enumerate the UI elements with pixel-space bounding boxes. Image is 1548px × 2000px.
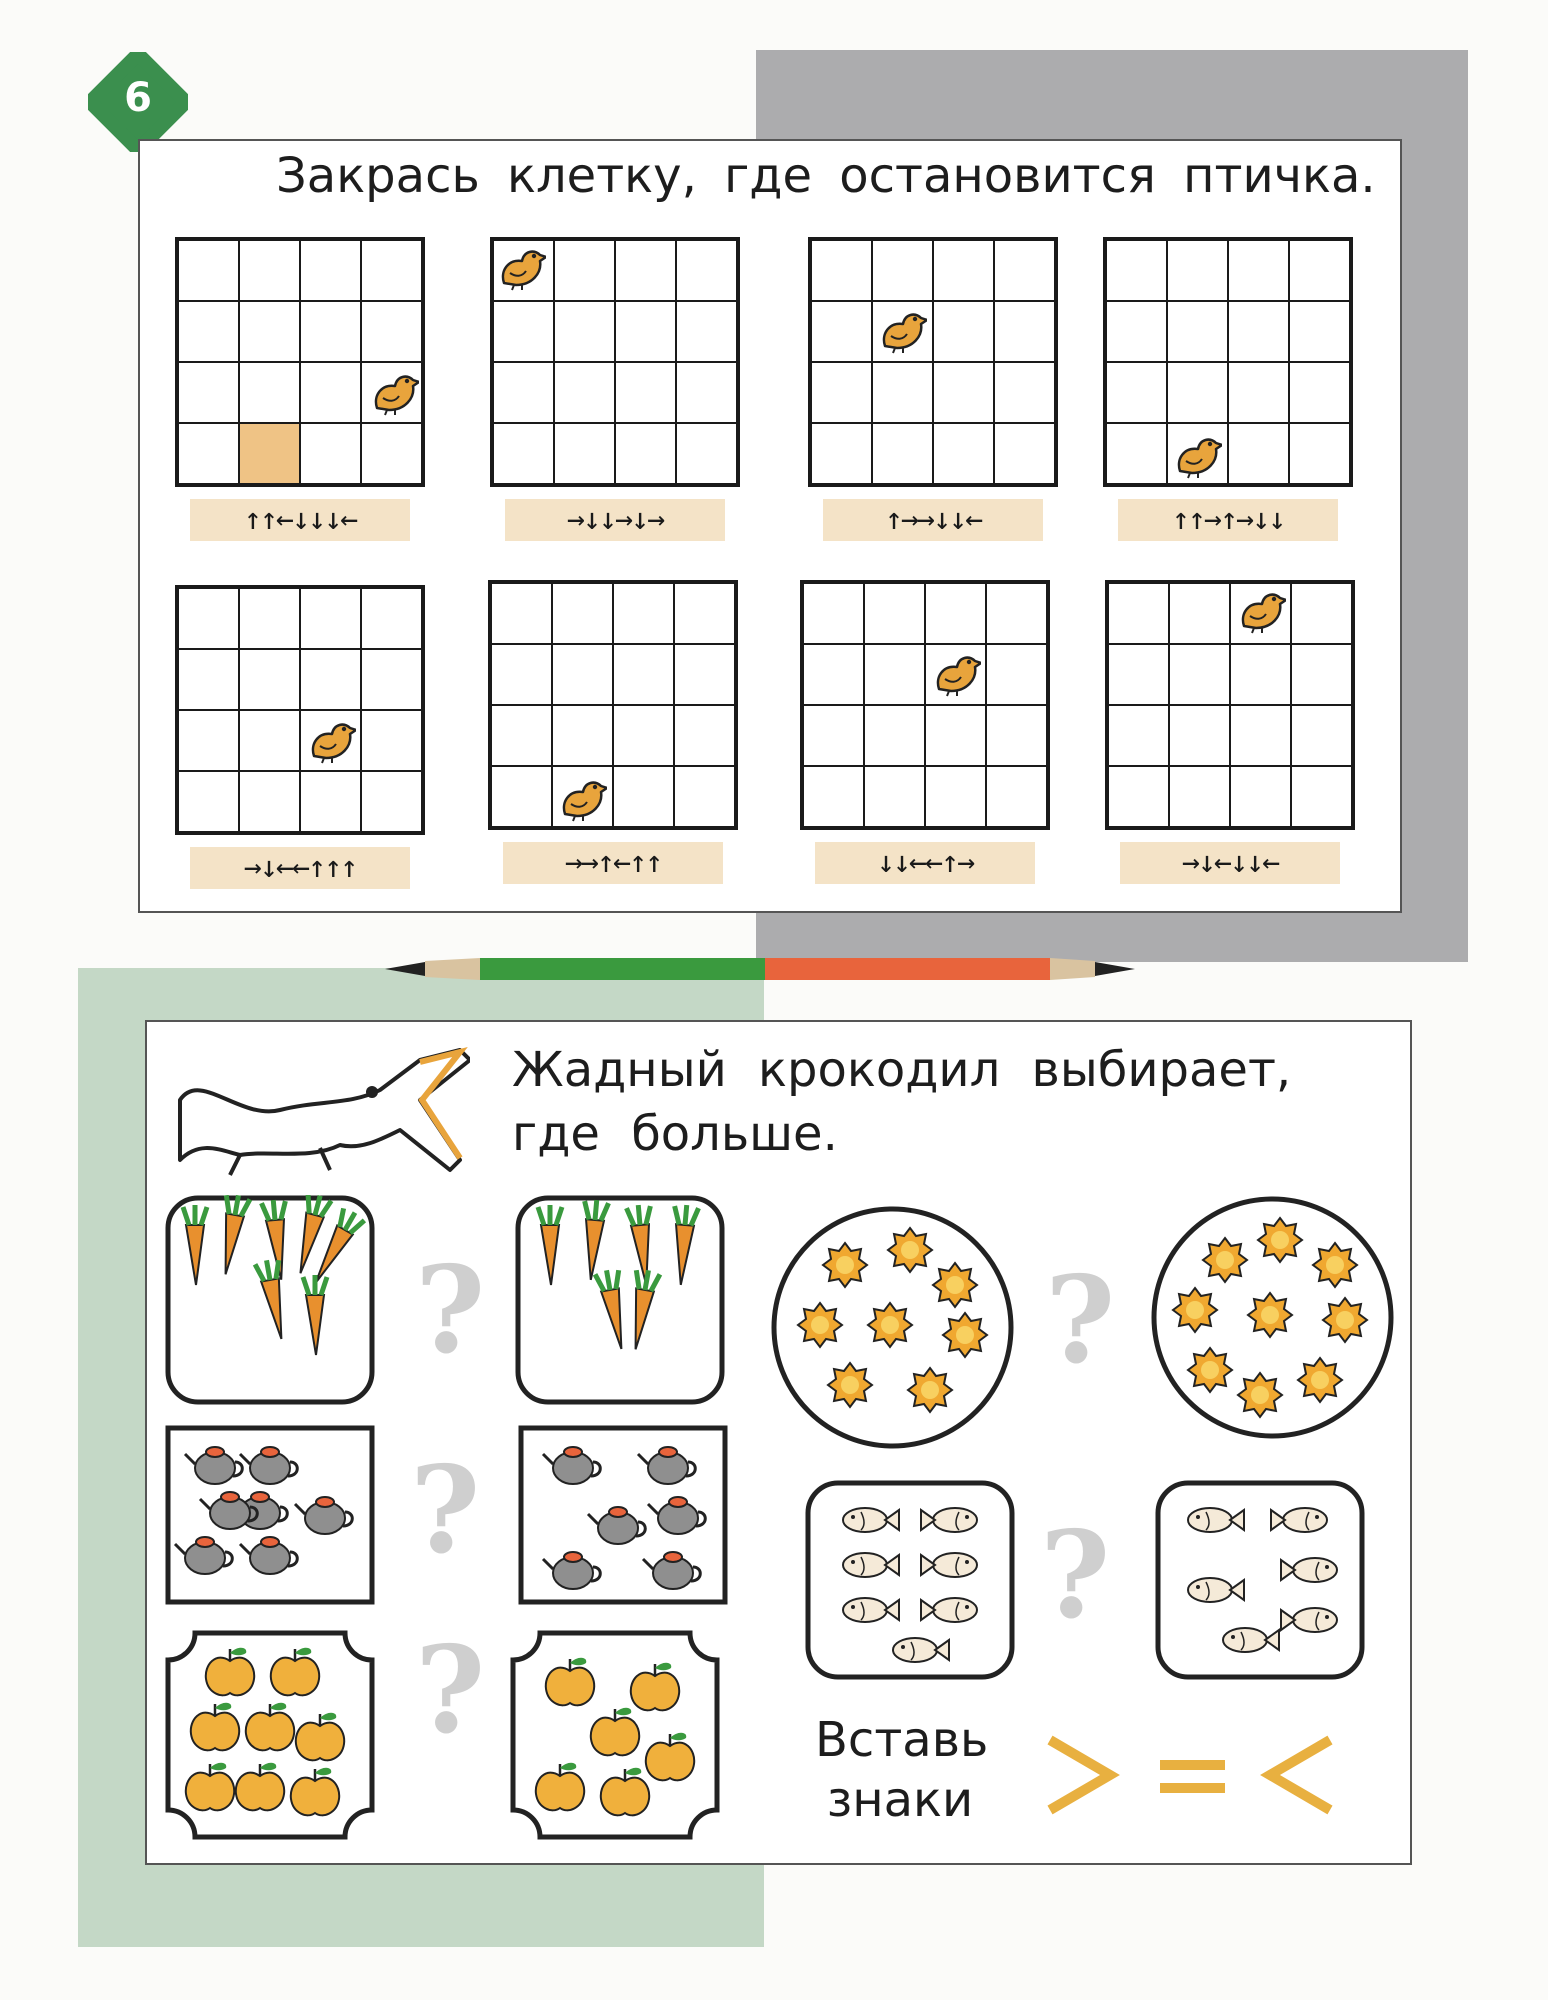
grid-cell[interactable]: [986, 583, 1047, 644]
grid-cell[interactable]: [1167, 362, 1228, 423]
grid-cell[interactable]: [674, 766, 735, 827]
grid-cell[interactable]: [811, 423, 872, 484]
grid-cell[interactable]: [300, 771, 361, 832]
grid-cell[interactable]: [674, 705, 735, 766]
grid-cell[interactable]: [178, 362, 239, 423]
grid-cell[interactable]: [994, 362, 1055, 423]
grid-cell[interactable]: [491, 705, 552, 766]
bird-grid-8: [1105, 580, 1355, 830]
carrot-box-left: [165, 1195, 375, 1405]
grid-cell[interactable]: [925, 705, 986, 766]
grid-cell[interactable]: [1291, 766, 1352, 827]
grid-cell[interactable]: [239, 771, 300, 832]
bird-task-title: Закрась клетку, где остановится птичка.: [276, 148, 1376, 204]
grid-cell[interactable]: [674, 644, 735, 705]
grid-cell[interactable]: [300, 649, 361, 710]
grid-cell[interactable]: [493, 301, 554, 362]
grid-cell[interactable]: [552, 583, 613, 644]
grid-cell[interactable]: [300, 362, 361, 423]
grid-cell[interactable]: [864, 583, 925, 644]
grid-cell[interactable]: [676, 423, 737, 484]
apple-box-left: [165, 1630, 375, 1840]
sun-icon: [868, 1303, 912, 1347]
crocodile-task-title: [512, 1038, 1291, 1166]
grid-cell[interactable]: [178, 301, 239, 362]
grid-cell[interactable]: [1106, 362, 1167, 423]
fish-box-left: [805, 1480, 1015, 1680]
bird-icon: [931, 649, 981, 697]
grid-cell[interactable]: [1106, 423, 1167, 484]
insert-label-line-1: Вставь: [815, 1712, 989, 1768]
question-mark: ?: [415, 1620, 486, 1761]
bird-icon: [877, 306, 927, 354]
grid-cell[interactable]: [1230, 644, 1291, 705]
direction-strip: →→↑←↑↑: [503, 842, 723, 884]
greater-sign-icon[interactable]: [1050, 1740, 1110, 1810]
grid-cell[interactable]: [491, 644, 552, 705]
carrot-box-right: [515, 1195, 725, 1405]
grid-cell[interactable]: [178, 771, 239, 832]
grid-cell[interactable]: [178, 710, 239, 771]
grid-cell[interactable]: [1169, 766, 1230, 827]
grid-cell[interactable]: [872, 240, 933, 301]
grid-cell[interactable]: [933, 301, 994, 362]
sun-icon: [933, 1263, 977, 1307]
bird-grid-1: [175, 237, 425, 487]
grid-cell[interactable]: [613, 583, 674, 644]
grid-cell[interactable]: [1228, 362, 1289, 423]
insert-signs-label: [815, 1710, 989, 1830]
grid-cell[interactable]: [1228, 301, 1289, 362]
grid-cell[interactable]: [239, 362, 300, 423]
grid-cell[interactable]: [239, 649, 300, 710]
grid-cell[interactable]: [361, 710, 422, 771]
question-mark: ?: [410, 1440, 481, 1581]
grid-cell[interactable]: [933, 362, 994, 423]
grid-cell[interactable]: [986, 705, 1047, 766]
direction-strip: ↑↑→↑→↓↓: [1118, 499, 1338, 541]
grid-cell[interactable]: [613, 766, 674, 827]
grid-cell[interactable]: [803, 705, 864, 766]
grid-cell[interactable]: [613, 705, 674, 766]
grid-cell[interactable]: [994, 301, 1055, 362]
bird-grid-7: [800, 580, 1050, 830]
grid-cell[interactable]: [1106, 301, 1167, 362]
grid-cell[interactable]: [925, 766, 986, 827]
grid-cell[interactable]: [1167, 240, 1228, 301]
grid-cell[interactable]: [864, 766, 925, 827]
grid-cell[interactable]: [493, 423, 554, 484]
grid-cell[interactable]: [552, 644, 613, 705]
grid-cell[interactable]: [1289, 301, 1350, 362]
grid-cell[interactable]: [615, 240, 676, 301]
grid-cell[interactable]: [554, 362, 615, 423]
grid-cell[interactable]: [300, 588, 361, 649]
grid-cell[interactable]: [1106, 240, 1167, 301]
bird-icon: [557, 774, 607, 822]
grid-cell[interactable]: [1167, 301, 1228, 362]
grid-cell[interactable]: [1291, 583, 1352, 644]
direction-strip: →↓←←↑↑↑: [190, 847, 410, 889]
direction-strip: ↑↑←↓↓↓←: [190, 499, 410, 541]
sun-icon: [1298, 1358, 1342, 1402]
grid-cell[interactable]: [361, 588, 422, 649]
pencil-divider: [385, 950, 1135, 988]
grid-cell[interactable]: [803, 766, 864, 827]
bird-icon: [1172, 431, 1222, 479]
sun-icon: [828, 1363, 872, 1407]
grid-cell[interactable]: [676, 301, 737, 362]
sun-icon: [798, 1303, 842, 1347]
grid-cell[interactable]: [300, 423, 361, 484]
grid-cell[interactable]: [994, 423, 1055, 484]
grid-cell[interactable]: [925, 583, 986, 644]
teapot-box-left: [165, 1425, 375, 1605]
grid-cell[interactable]: [1230, 766, 1291, 827]
equals-sign-icon[interactable]: [1160, 1765, 1225, 1788]
direction-strip: ↓↓←←↑→: [815, 842, 1035, 884]
grid-cell[interactable]: [1169, 583, 1230, 644]
bird-icon: [1236, 586, 1286, 634]
grid-cell[interactable]: [1228, 423, 1289, 484]
crocodile-title-line-2: где больше.: [512, 1106, 838, 1162]
grid-cell[interactable]: [1108, 583, 1169, 644]
grid-cell[interactable]: [872, 362, 933, 423]
grid-cell[interactable]: [361, 240, 422, 301]
less-sign-icon[interactable]: [1270, 1740, 1330, 1810]
bird-grid-3: [808, 237, 1058, 487]
bird-icon: [369, 368, 419, 416]
grid-cell[interactable]: [1169, 644, 1230, 705]
grid-cell[interactable]: [554, 301, 615, 362]
grid-cell[interactable]: [1289, 423, 1350, 484]
grid-cell[interactable]: [811, 362, 872, 423]
grid-cell[interactable]: [178, 240, 239, 301]
crocodile-icon: [160, 1030, 470, 1180]
sun-icon: [1323, 1298, 1367, 1342]
grid-cell[interactable]: [1228, 240, 1289, 301]
grid-cell[interactable]: [491, 583, 552, 644]
direction-strip: ↑→→↓↓←: [823, 499, 1043, 541]
grid-cell[interactable]: [493, 362, 554, 423]
grid-cell[interactable]: [1289, 362, 1350, 423]
apple-box-right: [510, 1630, 720, 1840]
grid-cell[interactable]: [1108, 705, 1169, 766]
direction-strip: →↓←↓↓←: [1120, 842, 1340, 884]
sun-icon: [1188, 1348, 1232, 1392]
grid-cell[interactable]: [986, 644, 1047, 705]
sun-icon: [823, 1243, 867, 1287]
grid-cell[interactable]: [239, 710, 300, 771]
grid-cell[interactable]: [552, 705, 613, 766]
sun-icon: [1238, 1373, 1282, 1417]
grid-cell[interactable]: [615, 362, 676, 423]
sun-icon: [888, 1228, 932, 1272]
grid-cell[interactable]: [803, 583, 864, 644]
sun-box-left: [770, 1205, 1015, 1450]
grid-cell[interactable]: [1108, 766, 1169, 827]
grid-cell[interactable]: [864, 644, 925, 705]
grid-cell[interactable]: [676, 362, 737, 423]
sun-box-right: [1150, 1195, 1395, 1440]
sun-icon: [1248, 1293, 1292, 1337]
grid-cell[interactable]: [300, 240, 361, 301]
question-mark: ?: [415, 1240, 486, 1381]
sun-icon: [1258, 1218, 1302, 1262]
grid-cell[interactable]: [361, 301, 422, 362]
page-number: 6: [124, 75, 152, 121]
grid-cell[interactable]: [986, 766, 1047, 827]
grid-cell[interactable]: [803, 644, 864, 705]
grid-cell[interactable]: [933, 240, 994, 301]
bird-grid-6: [488, 580, 738, 830]
bird-icon: [496, 243, 546, 291]
grid-cell[interactable]: [615, 301, 676, 362]
teapot-box-right: [518, 1425, 728, 1605]
grid-cell[interactable]: [300, 301, 361, 362]
grid-cell[interactable]: [554, 240, 615, 301]
sun-icon: [1173, 1288, 1217, 1332]
grid-cell[interactable]: [491, 766, 552, 827]
grid-cell[interactable]: [554, 423, 615, 484]
grid-cell[interactable]: [613, 644, 674, 705]
grid-cell[interactable]: [1291, 705, 1352, 766]
sun-icon: [943, 1313, 987, 1357]
sign-options: [1040, 1730, 1340, 1830]
bird-grid-4: [1103, 237, 1353, 487]
grid-cell[interactable]: [178, 423, 239, 484]
bird-icon: [306, 716, 356, 764]
sun-icon: [908, 1368, 952, 1412]
grid-cell[interactable]: [1230, 705, 1291, 766]
sun-icon: [1203, 1238, 1247, 1282]
grid-cell[interactable]: [361, 771, 422, 832]
direction-strip: →↓↓→↓→: [505, 499, 725, 541]
grid-cell[interactable]: [239, 240, 300, 301]
grid-cell[interactable]: [178, 588, 239, 649]
grid-cell[interactable]: [1291, 644, 1352, 705]
grid-cell[interactable]: [1289, 240, 1350, 301]
grid-cell[interactable]: [615, 423, 676, 484]
grid-cell[interactable]: [239, 301, 300, 362]
bird-grid-5: [175, 585, 425, 835]
question-mark: ?: [1040, 1505, 1111, 1646]
question-mark: ?: [1045, 1250, 1116, 1391]
grid-cell[interactable]: [239, 588, 300, 649]
fish-box-right: [1155, 1480, 1365, 1680]
grid-cell[interactable]: [872, 423, 933, 484]
grid-cell[interactable]: [864, 705, 925, 766]
grid-cell[interactable]: [361, 423, 422, 484]
grid-cell[interactable]: [1169, 705, 1230, 766]
grid-cell[interactable]: [676, 240, 737, 301]
crocodile-title-line-1: Жадный крокодил выбирает,: [512, 1042, 1292, 1098]
grid-cell[interactable]: [933, 423, 994, 484]
grid-cell[interactable]: [361, 649, 422, 710]
sun-icon: [1313, 1243, 1357, 1287]
grid-cell[interactable]: [1108, 644, 1169, 705]
grid-cell[interactable]: [178, 649, 239, 710]
grid-cell[interactable]: [994, 240, 1055, 301]
insert-label-line-2: знаки: [826, 1772, 974, 1828]
grid-cell[interactable]: [674, 583, 735, 644]
grid-cell[interactable]: [239, 423, 300, 484]
grid-cell[interactable]: [811, 301, 872, 362]
grid-cell[interactable]: [811, 240, 872, 301]
